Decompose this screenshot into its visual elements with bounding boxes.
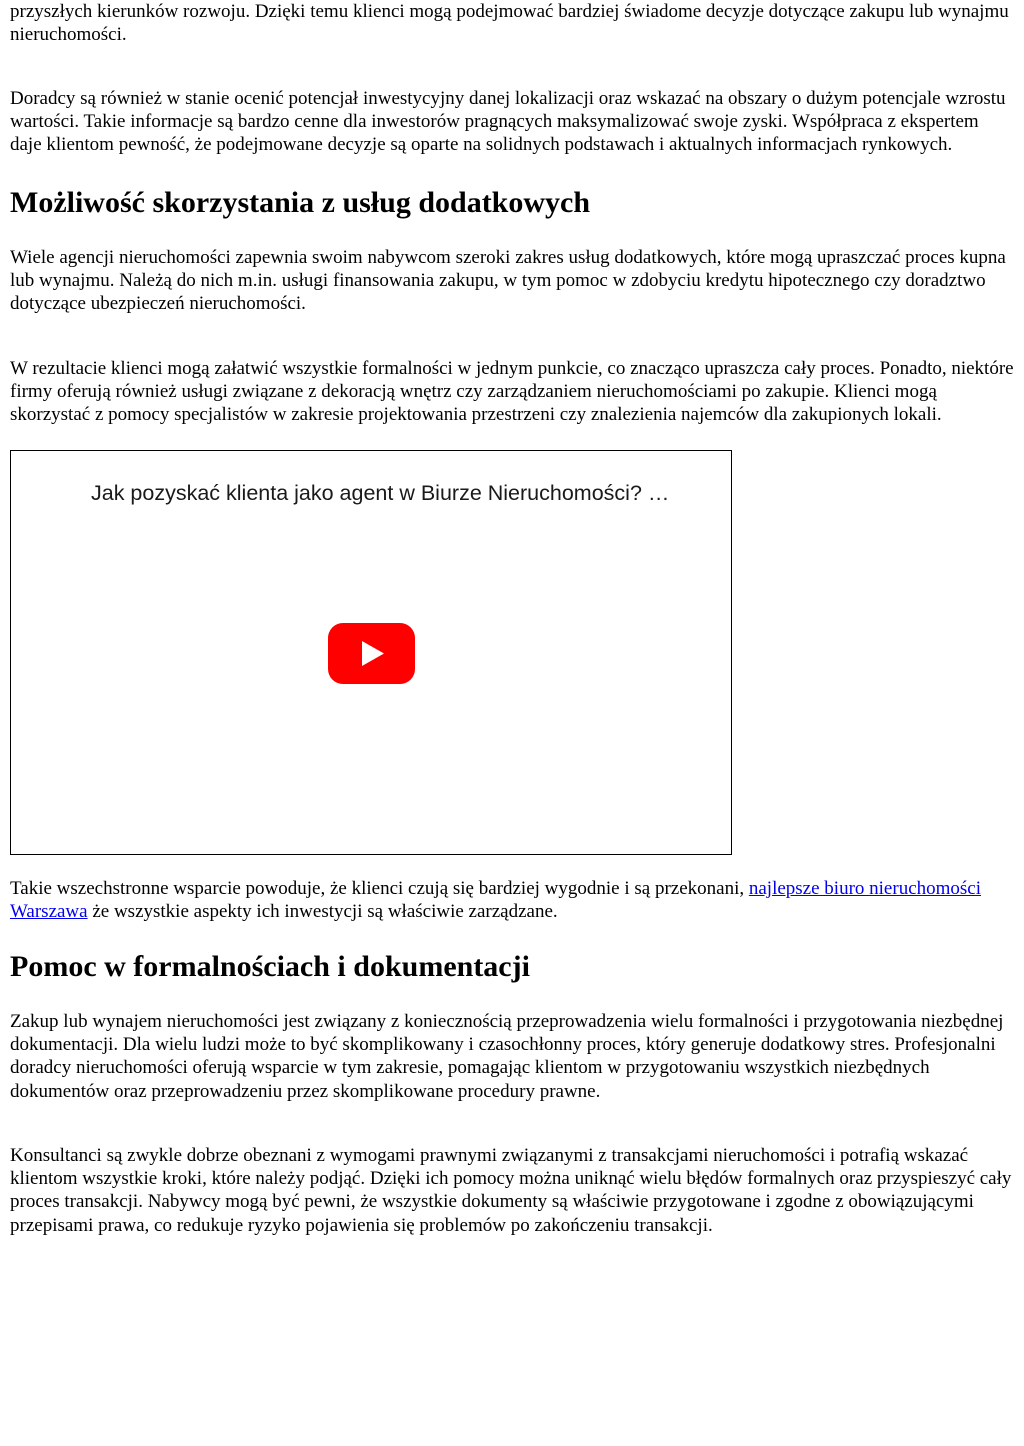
paragraph-uslugi-1: Wiele agencji nieruchomości zapewnia swoim nabywcom szeroki zakres usług dodatkowych, które mogą upraszczać proces kupna lub wynajmu. Należą do nich m.in. usługi finansowania zakupu, w tym pomoc w zdobyciu kredytu hipotecznego czy doradztwo dotyczące ubezpieczeń nieruchomości. [10,247,1006,315]
wsparcie-text-after: że wszystkie aspekty ich inwestycji są właściwie zarządzane. [87,901,558,923]
youtube-play-icon[interactable] [328,623,415,684]
heading-pomoc-formalnosci: Pomoc w formalnościach i dokumentacji [10,950,530,983]
link-najlepsze-biuro[interactable]: najlepsze biuro nieruchomości Warszawa [10,878,982,923]
paragraph-pomoc-1: Zakup lub wynajem nieruchomości jest związany z koniecznością przeprowadzenia wielu formalności i przygotowania niezbędnej dokumentacji. Dla wielu ludzi może to być skomplikowany i czasochłonny proces, który generuje dodatkowy stres. Profesjonalni doradcy nieruchomości oferują wsparcie w tym zakresie, pomagając klientom w przygotowaniu wszystkich niezbędnych dokumentów oraz przeprowadzeniu przez skomplikowane procedury prawne. [10,1011,1004,1102]
youtube-video-embed[interactable] [10,450,732,855]
youtube-play-icon-graphic [328,623,415,684]
wsparcie-text-before: Takie wszechstronne wsparcie powoduje, że klienci czują się bardziej wygodnie i są przekonani, [10,878,749,899]
paragraph-intro-1: przyszłych kierunków rozwoju. Dzięki temu klienci mogą podejmować bardziej świadome decyzje dotyczące zakupu lub wynajmu nieruchomości. [10,1,1009,46]
paragraph-wsparcie [10,877,1014,923]
heading-uslugi-dodatkowe: Możliwość skorzystania z usług dodatkowych [10,186,591,219]
paragraph-pomoc-2: Konsultanci są zwykle dobrze obeznani z wymogami prawnymi związanymi z transakcjami nieruchomości i potrafią wskazać klientom wszystkie kroki, które należy podjąć. Dzięki ich pomocy można uniknąć wielu błędów formalnych oraz przyspieszyć cały proces transakcji. Nabywcy mogą być pewni, że wszystkie dokumenty są właściwie przygotowane i zgodne z obowiązującymi przepisami prawa, co redukuje ryzyko pojawienia się problemów po zakończeniu transakcji. [10,1145,1012,1236]
paragraph-intro-2: Doradcy są również w stanie ocenić potencjał inwestycyjny danej lokalizacji oraz wskazać na obszary o dużym potencjale wzrostu wartości. Takie informacje są bardzo cenne dla inwestorów pragnących maksymalizować swoje zyski. Współpraca z ekspertem daje klientom pewność, że podejmowane decyzje są oparte na solidnych podstawach i aktualnych informacjach rynkowych. [10,88,1006,156]
video-title[interactable]: Jak pozyskać klienta jako agent w Biurze Nieruchomości? … [91,481,670,505]
paragraph-uslugi-2: W rezultacie klienci mogą załatwić wszystkie formalności w jednym punkcie, co znacząco upraszcza cały proces. Ponadto, niektóre firmy oferują również usługi związane z dekoracją wnętrz czy zarządzaniem nieruchomościami po zakupie. Klienci mogą skorzystać z pomocy specjalistów w zakresie projektowania przestrzeni czy znalezienia najemców dla zakupionych lokali. [10,358,1014,426]
